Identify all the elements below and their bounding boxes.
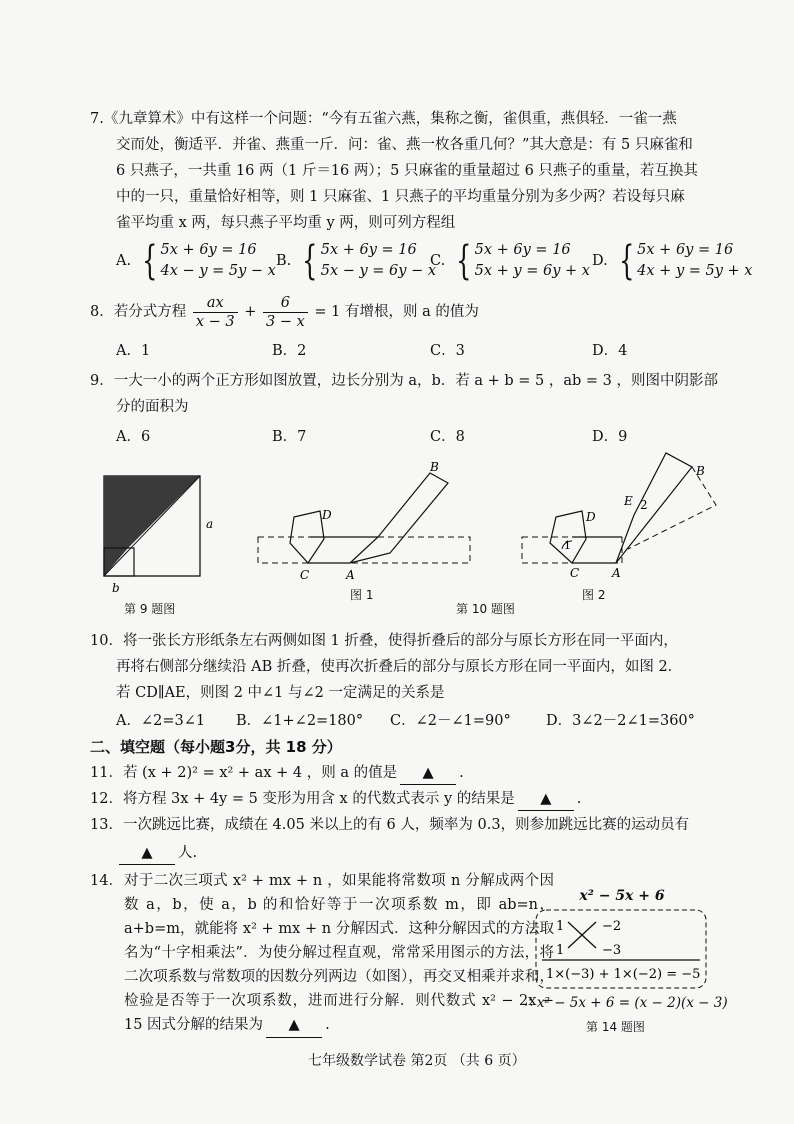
q10-option-b: B．∠1+∠2=180° [236, 713, 364, 729]
fig1-point-C: C [300, 568, 310, 582]
q7-option-d [592, 240, 752, 282]
brace-icon: { [456, 238, 472, 284]
page-footer: 七年级数学试卷 第2页 （共 6 页） [308, 1053, 526, 1069]
q9-option-b: B．7 [272, 429, 307, 445]
q7-option-a [116, 240, 276, 282]
fig1-caption: 图 1 [350, 588, 374, 602]
q11-text: 11．若 (x + 2)² = x² + ax + 4 ，则 a 的值是 [90, 765, 398, 781]
fig2-point-E: E [624, 494, 633, 508]
equation-1: 5x + 6y = 16 [637, 242, 734, 258]
option-label: B. [276, 253, 292, 269]
option-label: C. [430, 253, 446, 269]
fig1-right-fold [350, 473, 448, 563]
q14-check: 1×(−3) + 1×(−2) = −5 [546, 967, 701, 982]
fig2-right-fold [616, 453, 692, 563]
q13-blank[interactable]: ▲ [119, 842, 175, 865]
q12-text: 12．将方程 3x + 4y = 5 变形为用含 x 的代数式表示 y 的结果是 [90, 791, 515, 807]
fig1-point-D: D [322, 508, 332, 522]
q10-option-d: D．3∠2－2∠1=360° [546, 713, 695, 729]
fig10-caption: 第 10 题图 [456, 602, 515, 616]
q14-text: 对于二次三项式 x² + mx + n ，如果能将常数项 n 分解成两个因数 a，b，使 a，b 的和恰好等于一次项系数 m，即 ab=n，a+b=m，就能将 x² + mx + n 分解因式．这种分解因式的方法取名为“十字相乘法”．为使分解过程直观，常常采用图示的方法，将二次项系数与常数项的因数分列两边（如图），再交叉相乘并求和，检验是否等于一次项系数，进而进行分解．则代数式 x² − 2x − 15 因式分解的结果为 [124, 873, 554, 1033]
q14-right-top: −2 [602, 919, 622, 934]
q9-option-c: C．8 [430, 429, 465, 445]
q7-line-4: 中的一只，重量恰好相等，则 1 只麻雀、1 只燕子的平均重量分别为多少两？若设每只麻 [116, 189, 685, 205]
q10-line-3: 若 CD∥AE，则图 2 中∠1 与∠2 一定满足的关系是 [116, 685, 445, 701]
q10-line-1: 10．将一张长方形纸条左右两侧如图 1 折叠，使得折叠后的部分与原长方形在同一平面内， [90, 633, 678, 649]
figure-q9 [98, 470, 228, 600]
q10-option-a: A．∠2=3∠1 [116, 713, 206, 729]
figure-10-2 [516, 445, 726, 590]
plus-sign: + [244, 304, 257, 320]
q7-line-3: 6 只燕子，一共重 16 两（1 斤＝16 两）；5 只麻雀的重量超过 6 只燕子的重量，若互换其 [116, 163, 698, 179]
q9-option-d: D．9 [592, 429, 628, 445]
fig1-point-A: A [346, 568, 355, 582]
brace-icon: { [618, 238, 635, 284]
option-label: D. [592, 253, 608, 269]
numerator: 6 [263, 294, 308, 313]
q14-left-top: 1 [556, 919, 565, 934]
q13-line-1: 13．一次跳远比赛，成绩在 4.05 米以上的有 6 人，频率为 0.3，则参加跳远比赛的运动员有 [90, 817, 690, 833]
equation-2: 5x + y = 6y + x [474, 263, 590, 279]
fig2-angle-2: 2 [640, 498, 648, 512]
q8-stem [90, 292, 479, 332]
fig9-shaded-upper [104, 476, 200, 548]
q14-right-bottom: −3 [602, 943, 622, 958]
q11 [90, 762, 464, 785]
q11-end: . [459, 765, 464, 781]
fig2-point-A: A [612, 566, 621, 580]
fig9-label-b: b [112, 581, 120, 595]
q14-number: 14． [90, 873, 123, 889]
denominator: x − 3 [195, 313, 235, 330]
q8-option-a: A．1 [116, 343, 151, 359]
equation-2: 4x − y = 5y − x [160, 263, 276, 279]
q12 [90, 788, 581, 811]
q10-line-2: 再将右侧部分继续沿 AB 折叠，使再次折叠后的部分与原长方形在同一平面内，如图 2． [116, 659, 683, 675]
q8-fraction-2 [263, 294, 308, 331]
q8-prefix: 8．若分式方程 [90, 304, 187, 320]
q8-option-c: C．3 [430, 343, 465, 359]
brace-icon: { [302, 238, 318, 284]
fig2-caption: 图 2 [582, 588, 606, 602]
q10-option-c: C．∠2－∠1=90° [390, 713, 511, 729]
equation-1: 5x + 6y = 16 [320, 242, 417, 258]
q13-line-2 [116, 842, 197, 865]
fig2-point-B: B [696, 464, 705, 478]
equation-2: 4x + y = 5y + x [637, 263, 753, 279]
equation-1: 5x + 6y = 16 [160, 242, 257, 258]
q14-expression: x² − 5x + 6 [579, 888, 665, 904]
q9-option-a: A．6 [116, 429, 151, 445]
fig1-point-B: B [430, 460, 439, 474]
q12-end: . [576, 791, 582, 807]
q8-fraction-1 [193, 294, 238, 331]
brace-icon: { [142, 238, 158, 284]
section-2-heading: 二、填空题（每小题3分，共 18 分） [90, 738, 342, 756]
q14-cross-box [532, 908, 712, 992]
q14-caption: 第 14 题图 [586, 1020, 645, 1034]
q7-option-b [276, 240, 436, 282]
q14-paragraph [124, 869, 554, 1038]
q8-suffix: = 1 有增根，则 a 的值为 [314, 304, 479, 320]
q14-result: ∴ x² − 5x + 6 = (x − 2)(x − 3) [524, 995, 728, 1011]
fig9-label-a: a [206, 517, 214, 531]
q7-option-c [430, 240, 590, 282]
q14-blank[interactable]: ▲ [266, 1013, 322, 1038]
option-label: A. [116, 253, 132, 269]
q9-line-2: 分的面积为 [116, 399, 189, 415]
fig9-caption: 第 9 题图 [124, 602, 176, 616]
q9-line-1: 9．一大一小的两个正方形如图放置，边长分别为 a，b．若 a + b = 5 ，ab = 3 ，则图中阴影部 [90, 373, 718, 389]
q14-figure [524, 886, 732, 1035]
q12-blank[interactable]: ▲ [518, 788, 574, 811]
fig2-angle-1: 1 [564, 539, 571, 552]
q14-end: . [325, 1017, 330, 1033]
fig2-point-D: D [586, 510, 596, 524]
numerator: ax [193, 294, 238, 313]
q8-option-d: D．4 [592, 343, 628, 359]
q7-line-5: 雀平均重 x 两，每只燕子平均重 y 两，则可列方程组 [116, 215, 456, 231]
denominator: 3 − x [266, 313, 305, 330]
q14-left-bottom: 1 [556, 943, 565, 958]
q7-line-2: 交而处，衡适平．并雀、燕重一斤．问：雀、燕一枚各重几何？”其大意是：有 5 只麻雀和 [116, 137, 693, 153]
figure-10-1 [250, 455, 480, 590]
q8-option-b: B．2 [272, 343, 307, 359]
equation-1: 5x + 6y = 16 [474, 242, 571, 258]
equation-2: 5x − y = 6y − x [320, 263, 437, 279]
fig2-point-C: C [570, 566, 580, 580]
q7-line-1: 7.《九章算术》中有这样一个问题：“今有五雀六燕，集称之衡，雀俱重，燕俱轻．一雀一燕 [90, 111, 677, 127]
q11-blank[interactable]: ▲ [400, 762, 456, 785]
q13-end: 人. [178, 845, 198, 861]
